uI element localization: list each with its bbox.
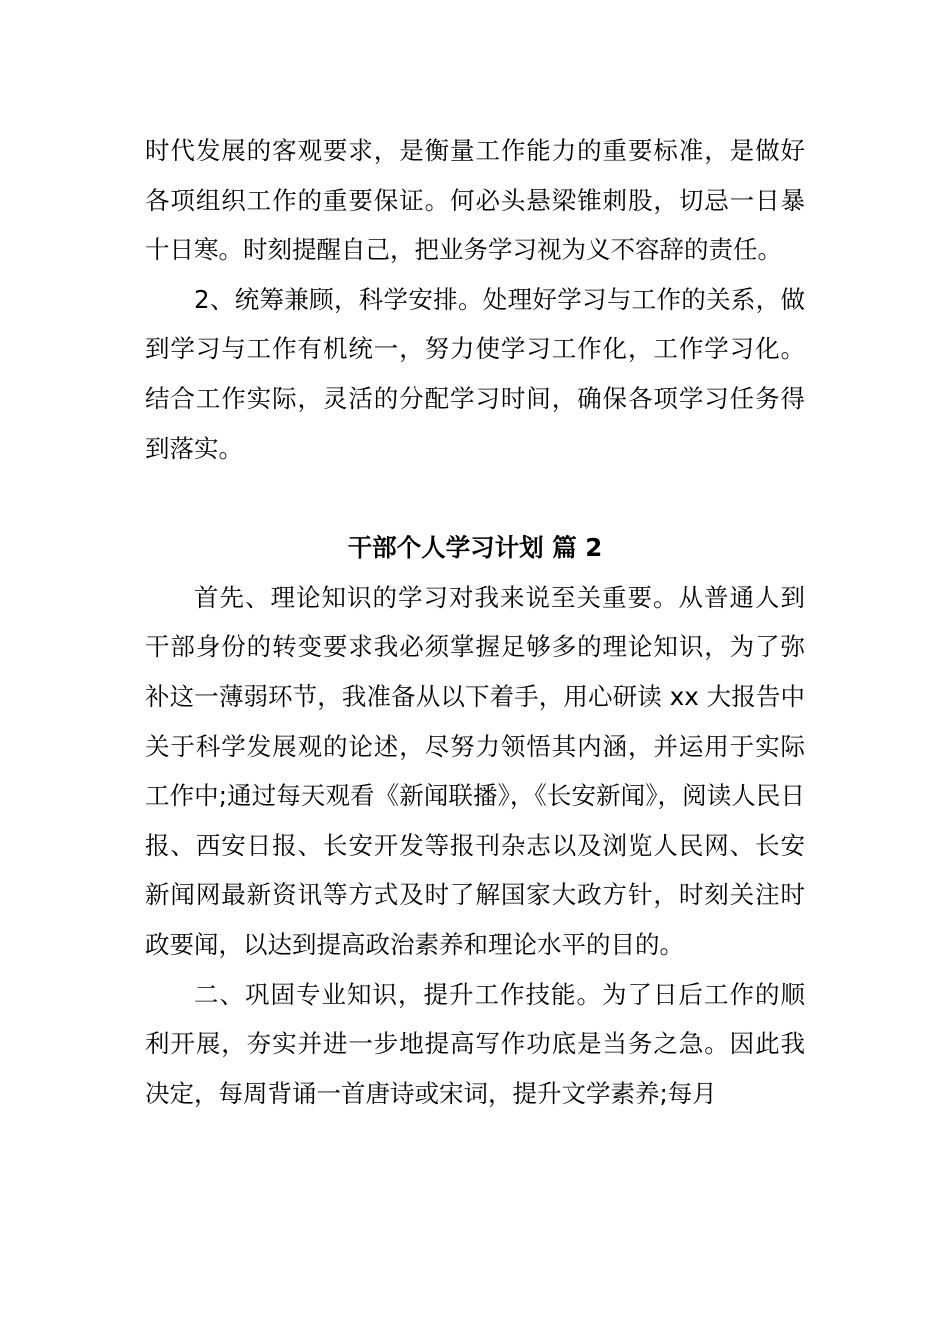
paragraph-professional-knowledge: 二、巩固专业知识，提升工作技能。为了日后工作的顺利开展，夯实并进一步地提高写作功底是当务之急。因此我决定，每周背诵一首唐诗或宋词，提升文学素养;每月 <box>145 979 805 1108</box>
paragraph-theory-study: 首先、理论知识的学习对我来说至关重要。从普通人到干部身份的转变要求我必须掌握足够多的理论知识，为了弥补这一薄弱环节，我准备从以下着手，用心研读 xx 大报告中关于科学发展观的论述，尽努力领悟其内涵，并运用于实际工作中;通过每天观看《新闻联播》，《长安新闻》，阅读人民日报、西安日报、长安开发等报刊杂志以及浏览人民网、长安新闻网最新资讯等方式及时了解国家大政方针，时刻关注时政要闻，以达到提高政治素养和理论水平的目的。 <box>145 582 805 959</box>
paragraph-point-2: 2、统筹兼顾，科学安排。处理好学习与工作的关系，做到学习与工作有机统一，努力使学习工作化，工作学习化。结合工作实际，灵活的分配学习时间，确保各项学习任务得到落实。 <box>145 284 805 463</box>
document-page <box>145 126 805 1118</box>
paragraph-continued: 时代发展的客观要求，是衡量工作能力的重要标准，是做好各项组织工作的重要保证。何必头悬梁锥刺股，切忌一日暴十日寒。时刻提醒自己，把业务学习视为义不容辞的责任。 <box>145 136 805 265</box>
section-heading: 干部个人学习计划 篇 2 <box>347 533 603 563</box>
section-gap <box>145 473 805 523</box>
